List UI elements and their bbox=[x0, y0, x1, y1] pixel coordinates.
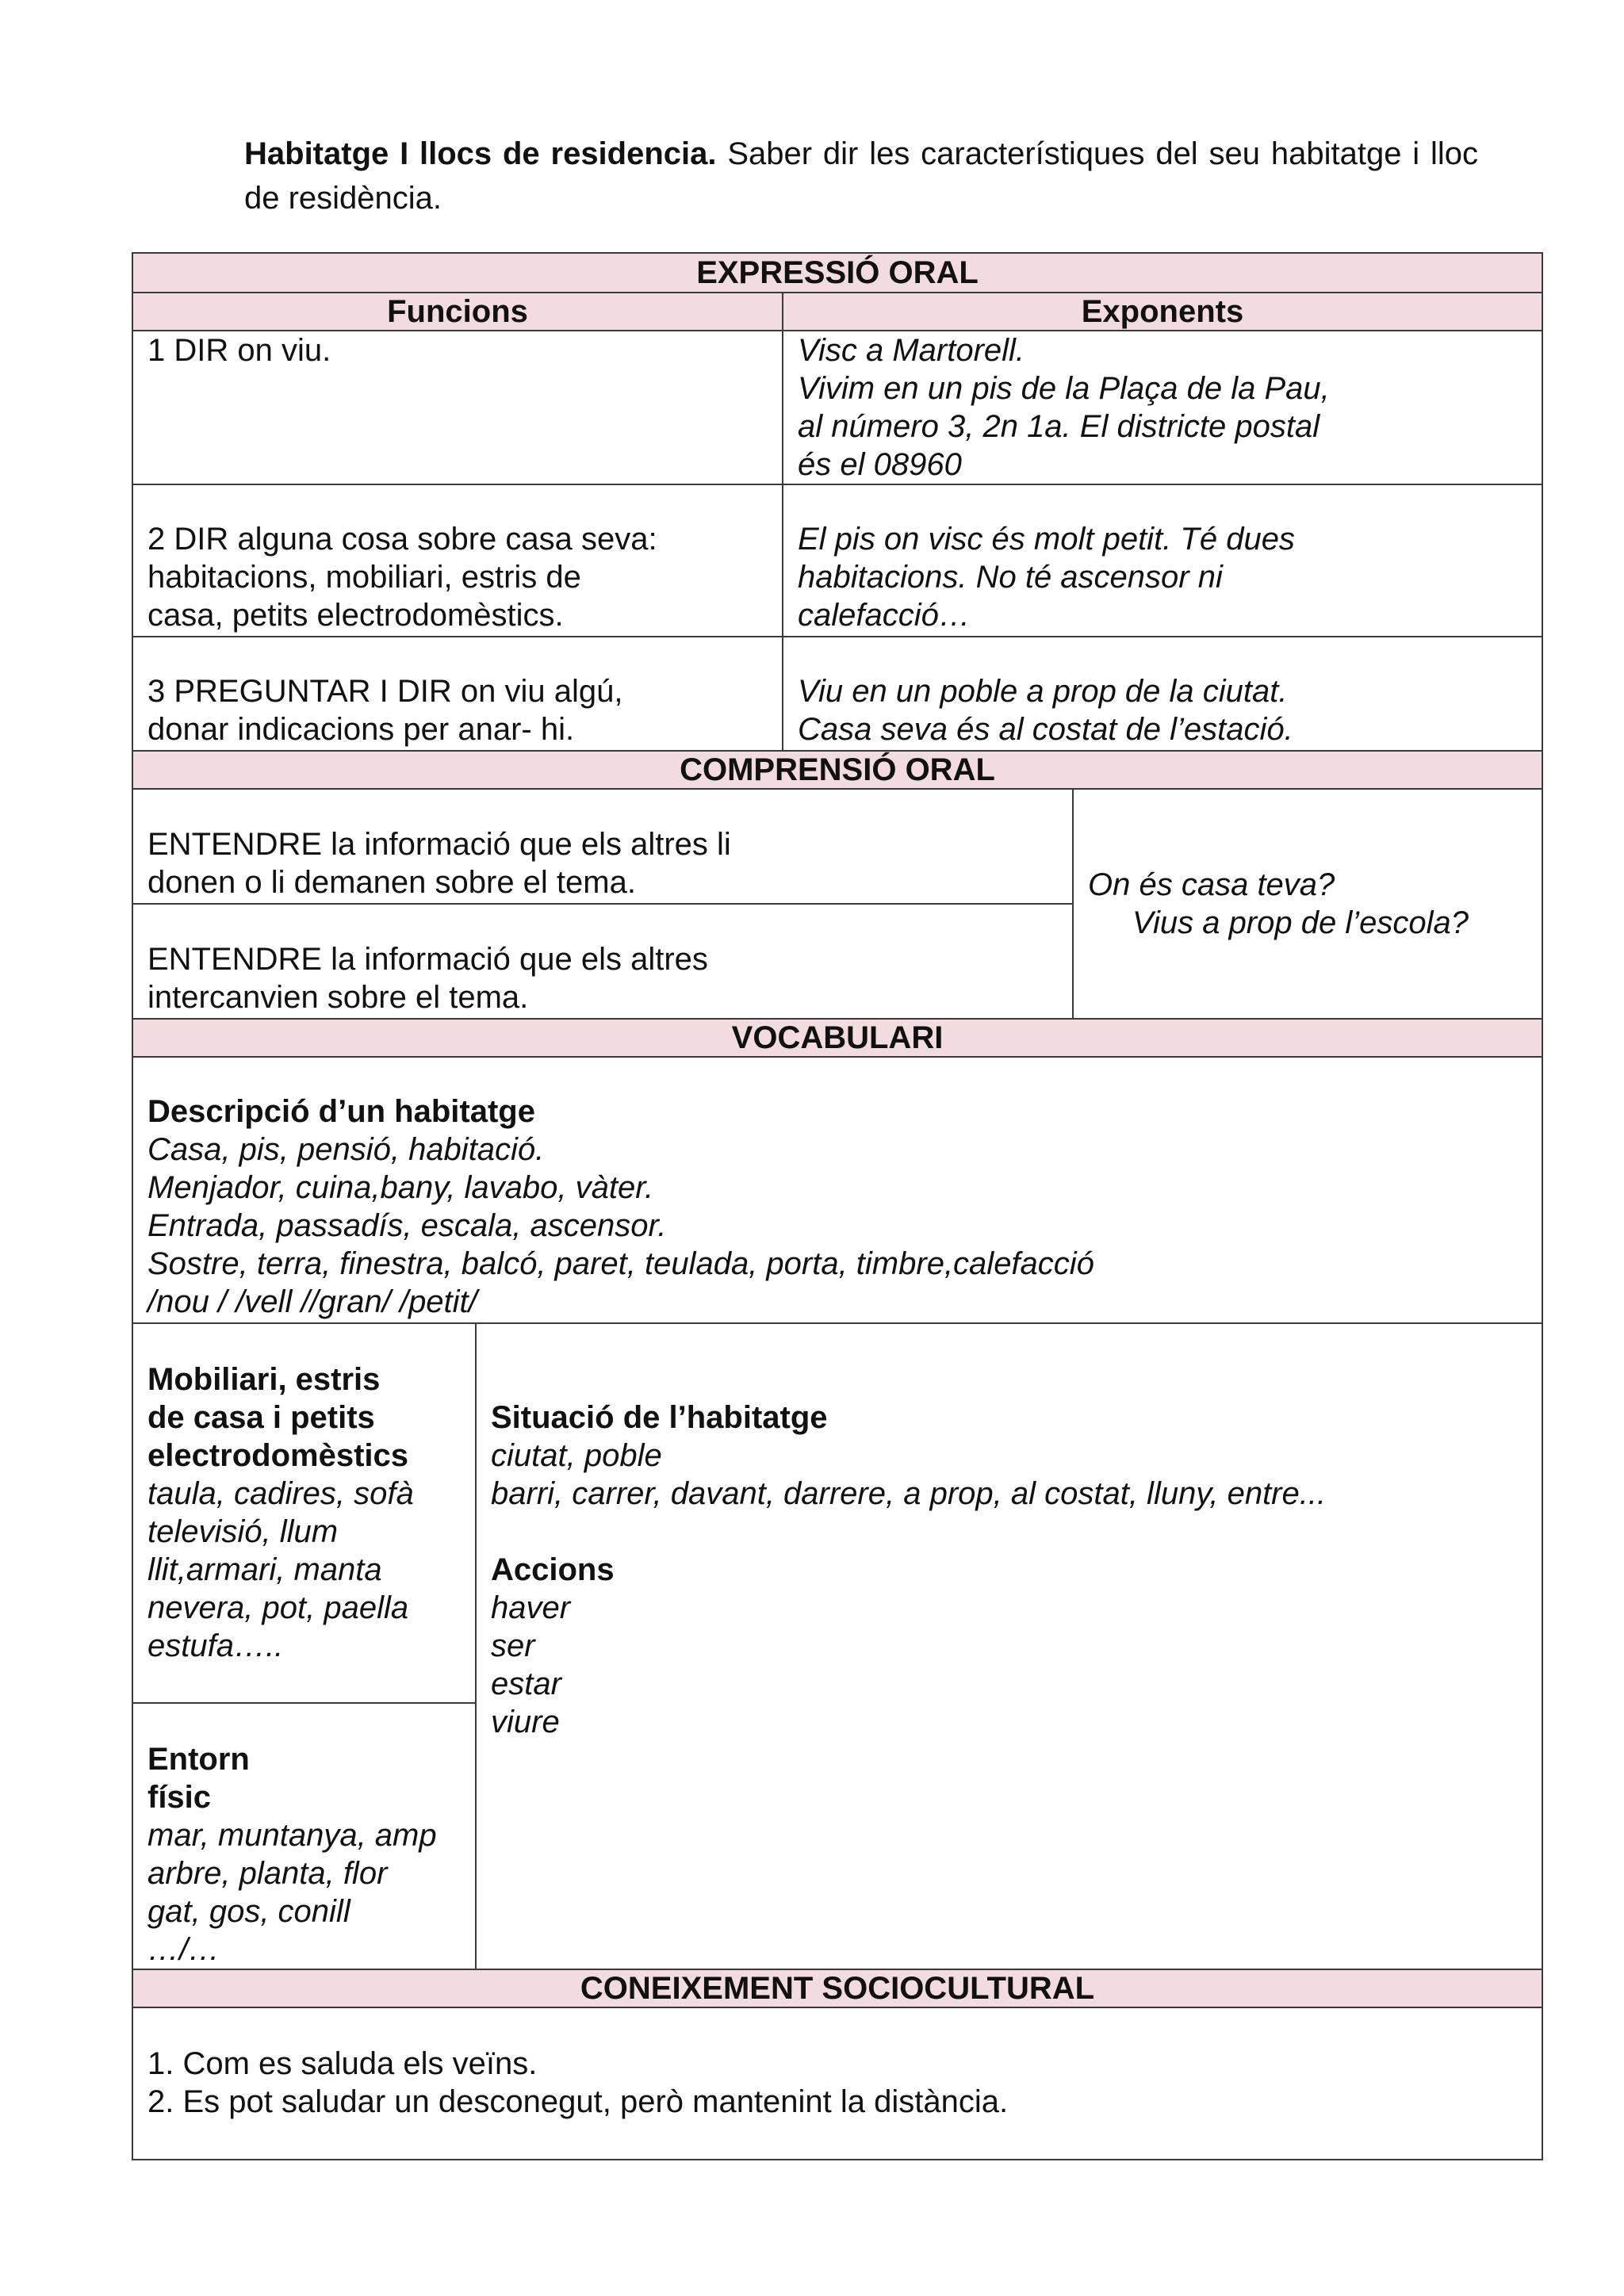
descripcio-line: Entrada, passadís, escala, ascensor. bbox=[147, 1208, 667, 1243]
exponent-line: al número 3, 2n 1a. El districte postal bbox=[798, 409, 1320, 444]
comprensio-line: donen o li demanen sobre el tema. bbox=[147, 865, 636, 900]
entorn-line: arbre, planta, flor bbox=[147, 1856, 388, 1891]
exponent-line: calefacció… bbox=[798, 598, 971, 633]
funcio-line: casa, petits electrodomèstics. bbox=[147, 598, 564, 633]
spacer bbox=[491, 1513, 1527, 1551]
accions-line: estar bbox=[491, 1667, 561, 1701]
sociocultural-line: 2. Es pot saludar un desconegut, però mantenint la distància. bbox=[147, 2084, 1009, 2119]
entorn-block bbox=[133, 1703, 475, 1969]
section-header-sociocultural: CONEIXEMENT SOCIOCULTURAL bbox=[132, 1969, 1542, 2007]
exponent-line: Vivim en un pis de la Plaça de la Pau, bbox=[798, 371, 1330, 406]
exponent-cell-2 bbox=[783, 484, 1542, 637]
descripcio-habitatge bbox=[132, 1057, 1542, 1323]
mobiliari-line: nevera, pot, paella bbox=[147, 1590, 409, 1625]
entorn-line: gat, gos, conill bbox=[147, 1894, 350, 1929]
mobiliari-line: taula, cadires, sofà bbox=[147, 1476, 414, 1511]
mobiliari-title: Mobiliari, estris bbox=[147, 1362, 381, 1397]
funcio-line: donar indicacions per anar- hi. bbox=[147, 712, 575, 747]
comprensio-item-1 bbox=[133, 790, 1072, 904]
accions-line: viure bbox=[491, 1705, 560, 1739]
intro-title: Habitatge I llocs de residencia. bbox=[244, 136, 717, 171]
funcio-line: 1 DIR on viu. bbox=[147, 333, 331, 368]
intro-paragraph bbox=[244, 132, 1478, 220]
descripcio-line: Sostre, terra, finestra, balcó, paret, teulada, porta, timbre,calefacció bbox=[147, 1246, 1094, 1281]
mobiliari-line: llit,armari, manta bbox=[147, 1552, 382, 1587]
entorn-title: Entorn bbox=[147, 1742, 250, 1777]
example-line: On és casa teva? bbox=[1088, 867, 1335, 902]
exponent-line: Casa seva és al costat de l’estació. bbox=[798, 712, 1293, 747]
mobiliari-block bbox=[133, 1324, 475, 1703]
accions-line: haver bbox=[491, 1590, 571, 1625]
intro-text: Saber dir les característiques del seu habitatge i lloc de residència. bbox=[244, 136, 1478, 216]
exponent-line: El pis on visc és molt petit. Té dues bbox=[798, 522, 1295, 557]
funcio-cell-1 bbox=[132, 331, 783, 484]
situacio-line: barri, carrer, davant, darrere, a prop, al costat, lluny, entre... bbox=[491, 1476, 1327, 1511]
mobiliari-title: de casa i petits bbox=[147, 1400, 375, 1435]
entorn-line: mar, muntanya, amp bbox=[147, 1818, 437, 1853]
accions-line: ser bbox=[491, 1628, 535, 1663]
descripcio-line: Menjador, cuina,bany, lavabo, vàter. bbox=[147, 1170, 654, 1205]
descripcio-title: Descripció d’un habitatge bbox=[147, 1094, 535, 1129]
entorn-title: físic bbox=[147, 1780, 212, 1815]
entorn-line: …/… bbox=[147, 1932, 220, 1967]
funcio-cell-2 bbox=[132, 484, 783, 637]
exponent-line: Viu en un poble a prop de la ciutat. bbox=[798, 674, 1288, 709]
situacio-line: ciutat, poble bbox=[491, 1438, 662, 1473]
comprensio-examples bbox=[1073, 789, 1542, 1019]
mobiliari-title: electrodomèstics bbox=[147, 1438, 409, 1473]
mobiliari-line: estufa….. bbox=[147, 1628, 284, 1663]
vocab-right-column bbox=[476, 1323, 1542, 1969]
exponent-line: Visc a Martorell. bbox=[798, 333, 1025, 368]
sociocultural-items bbox=[132, 2007, 1542, 2160]
funcio-line: habitacions, mobiliari, estris de bbox=[147, 560, 581, 595]
funcio-cell-3 bbox=[132, 637, 783, 751]
vocab-left-column bbox=[132, 1323, 476, 1969]
exponent-cell-3 bbox=[783, 637, 1542, 751]
exponent-line: habitacions. No té ascensor ni bbox=[798, 560, 1223, 595]
comprensio-line: ENTENDRE la informació que els altres bbox=[147, 942, 708, 977]
section-header-vocabulari: VOCABULARI bbox=[132, 1019, 1542, 1057]
accions-title: Accions bbox=[491, 1552, 615, 1587]
section-header-comprensio-oral: COMPRENSIÓ ORAL bbox=[132, 751, 1542, 789]
column-header-exponents: Exponents bbox=[783, 293, 1542, 331]
column-header-funcions: Funcions bbox=[132, 293, 783, 331]
comprensio-line: ENTENDRE la informació que els altres li bbox=[147, 827, 731, 862]
exponent-line: és el 08960 bbox=[798, 447, 962, 482]
comprensio-line: intercanvien sobre el tema. bbox=[147, 980, 529, 1015]
comprensio-item-2 bbox=[133, 904, 1072, 1018]
descripcio-line: /nou / /vell //gran/ /petit/ bbox=[147, 1284, 477, 1319]
competency-table bbox=[132, 252, 1543, 2160]
comprensio-items bbox=[132, 789, 1073, 1019]
situacio-title: Situació de l’habitatge bbox=[491, 1400, 828, 1435]
mobiliari-line: televisió, llum bbox=[147, 1514, 339, 1549]
descripcio-line: Casa, pis, pensió, habitació. bbox=[147, 1132, 545, 1167]
funcio-line: 2 DIR alguna cosa sobre casa seva: bbox=[147, 522, 657, 557]
funcio-line: 3 PREGUNTAR I DIR on viu algú, bbox=[147, 674, 623, 709]
section-header-expressio-oral: EXPRESSIÓ ORAL bbox=[132, 253, 1542, 293]
exponent-cell-1 bbox=[783, 331, 1542, 484]
sociocultural-line: 1. Com es saluda els veïns. bbox=[147, 2046, 538, 2081]
example-line: Vius a prop de l’escola? bbox=[1132, 905, 1469, 940]
